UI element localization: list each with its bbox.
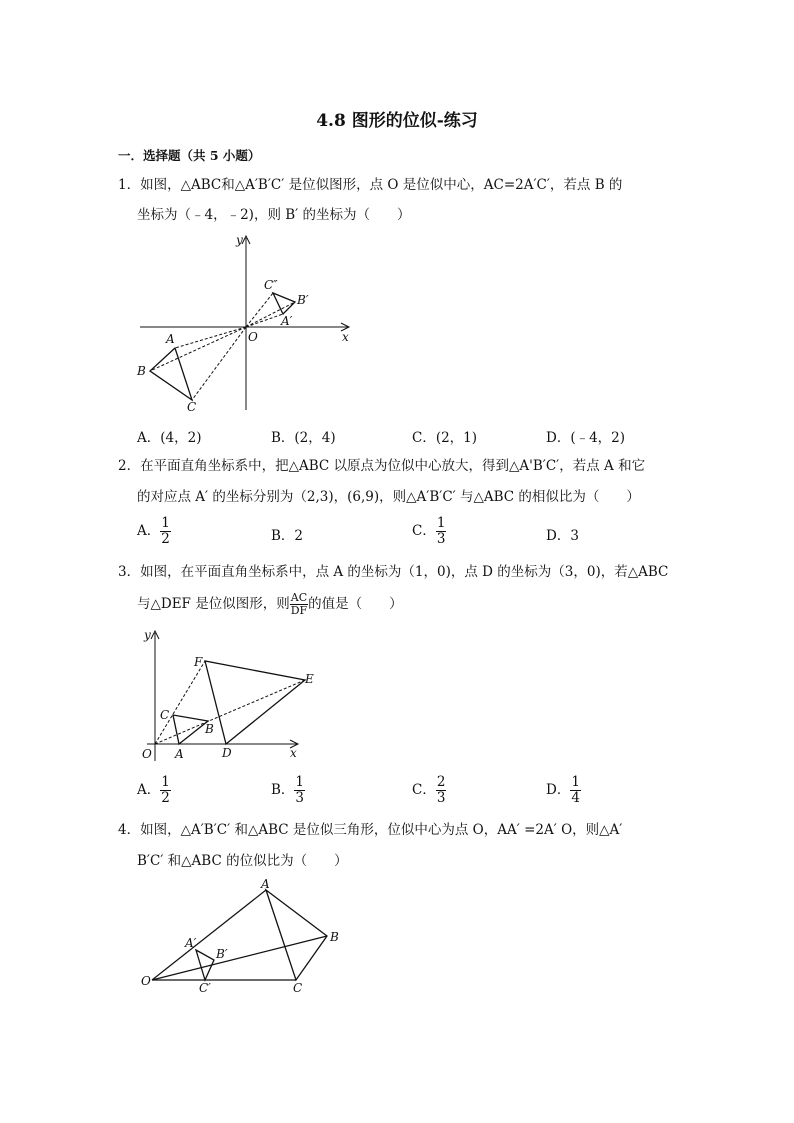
- q3-figure: [135, 625, 314, 765]
- q2-option-c-fraction: $\frac{1}{3}$: [436, 515, 446, 547]
- q4-b-label: B: [330, 930, 339, 944]
- q1-o-label: O: [248, 330, 258, 344]
- q3-line2: 与△DEF 是位似图形，则 $\frac{AC}{DF}$ 的值是（ ）: [137, 591, 403, 617]
- q3-b-label: B: [205, 722, 214, 736]
- q4-b2-label: B′: [216, 947, 228, 961]
- q1-y-label: y: [236, 233, 243, 247]
- q3-c-label: C: [160, 708, 170, 722]
- q1-c-label: C: [187, 400, 197, 414]
- q4-c2-label: C′: [199, 981, 211, 995]
- q2-option-b: B．2: [271, 528, 304, 544]
- q4-a-label: A: [261, 877, 270, 891]
- q3-o-label: O: [142, 747, 152, 761]
- q3-d-label: D: [222, 746, 232, 760]
- q1-figure: [130, 230, 360, 415]
- q1-b-label: B: [137, 364, 146, 378]
- q3-option-a: A． $\frac{1}{2}$: [137, 774, 170, 806]
- q2-line1: 2．在平面直角坐标系中，把△ABC 以原点为位似中心放大，得到△A'B′C′，若点 A 和它: [118, 458, 646, 474]
- q1-option-a: A．(4，2): [137, 430, 202, 446]
- q3-a-label: A: [175, 747, 184, 761]
- q1-line1: 1．如图，△ABC和△A′B′C′ 是位似图形，点 O 是位似中心，AC=2A′C′，若点 B 的: [118, 177, 623, 193]
- q3-y-label: y: [144, 628, 151, 642]
- q2-option-a: A． $\frac{1}{2}$: [137, 515, 170, 547]
- q1-option-d: D．(﹣4，2): [546, 430, 626, 446]
- q1-line2: 坐标为（﹣4，﹣2)，则 B′ 的坐标为（ ）: [137, 207, 411, 223]
- q1-c2-label: C″: [264, 278, 278, 292]
- q3-e-label: E: [305, 672, 314, 686]
- q3-option-d: D． $\frac{1}{4}$: [546, 774, 580, 806]
- q1-a2-label: A′: [281, 314, 293, 328]
- q4-c-label: C: [293, 981, 303, 995]
- q3-ratio-fraction: $\frac{AC}{DF}$: [290, 591, 308, 617]
- q1-a-label: A: [166, 332, 175, 346]
- q3-line1: 3．如图，在平面直角坐标系中，点 A 的坐标为（1，0)，点 D 的坐标为（3，0)，若△ABC: [118, 564, 669, 580]
- q2-option-c: C． $\frac{1}{3}$: [412, 515, 446, 547]
- q3-f-label: F: [194, 655, 203, 669]
- q4-a2-label: A′: [185, 936, 197, 950]
- q2-option-a-fraction: $\frac{1}{2}$: [161, 515, 170, 547]
- q4-line2: B′C′ 和△ABC 的位似比为（ ）: [137, 853, 348, 869]
- section-heading: 一．选择题（共 5 小题）: [118, 148, 261, 163]
- q4-line1: 4．如图，△A′B′C′ 和△ABC 是位似三角形，位似中心为点 O，AA′ =2A′ O，则△A′: [118, 822, 623, 838]
- q1-x-label: x: [342, 330, 349, 344]
- q1-option-c: C．(2，1): [412, 430, 478, 446]
- q3-option-c: C． $\frac{2}{3}$: [412, 774, 446, 806]
- q1-option-b: B．(2，4): [271, 430, 336, 446]
- q3-x-label: x: [290, 746, 297, 760]
- q2-option-d: D．3: [546, 528, 579, 544]
- q2-line2: 的对应点 A′ 的坐标分别为（2,3)，(6,9)，则△A′B′C′ 与△ABC 的相似比为（ ）: [137, 489, 640, 505]
- q1-b2-label: B′: [297, 293, 309, 307]
- q4-figure: [130, 878, 350, 998]
- page-title: 4.8 图形的位似-练习: [316, 111, 478, 131]
- q3-option-b: B． $\frac{1}{3}$: [271, 774, 305, 806]
- q4-o-label: O: [141, 974, 151, 988]
